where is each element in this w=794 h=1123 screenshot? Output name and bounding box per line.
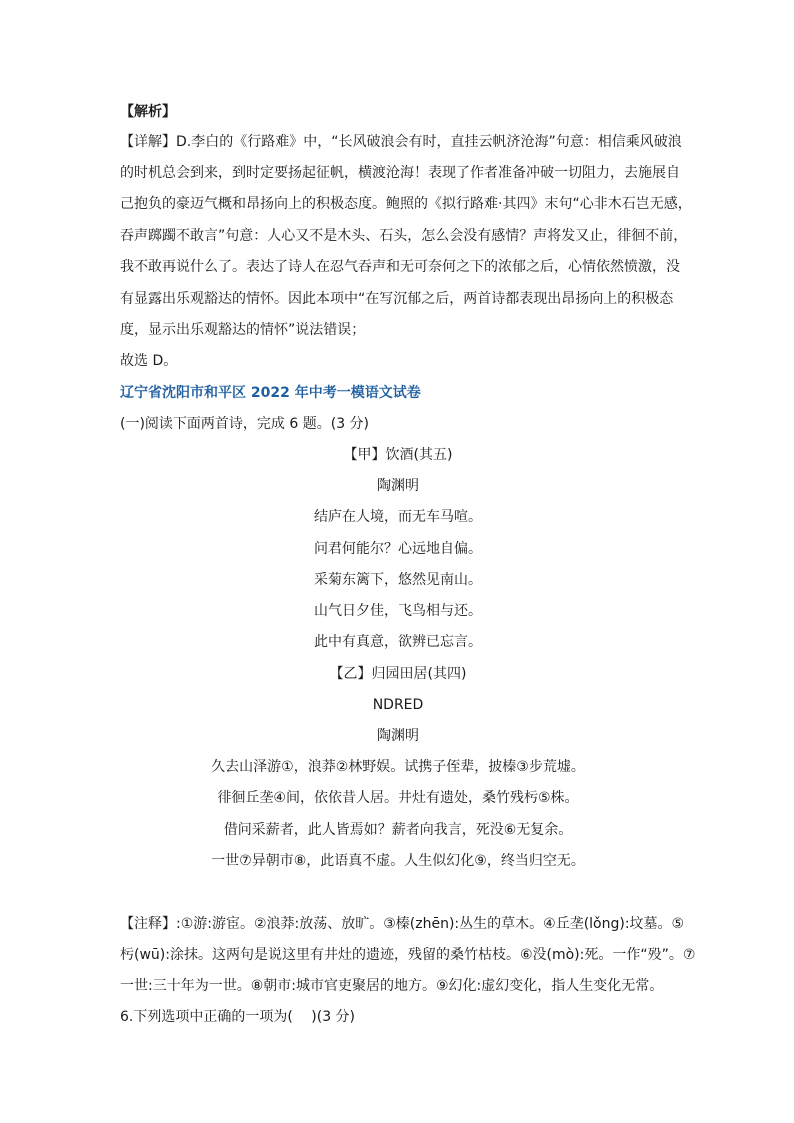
- poem1-title: 【甲】饮酒(其五): [343, 447, 453, 463]
- poem2-line: 借问采薪者，此人皆焉如？薪者向我言，死没⑥无复余。: [223, 822, 573, 838]
- poem2-line: 徘徊丘垄④间，依依昔人居。井灶有遗处，桑竹残杇⑤株。: [217, 790, 579, 806]
- poem1-line: 问君何能尔？心远地自偏。: [314, 541, 482, 557]
- poem2-line: 久去山泽游①，浪莽②林野娱。试携子侄辈，披榛③步荒墟。: [211, 759, 585, 775]
- exam-instruction: (一)阅读下面两首诗，完成 6 题。(3 分): [120, 416, 370, 432]
- poem1-line: 山气日夕佳，飞鸟相与还。: [314, 603, 482, 619]
- analysis-line: 有显露出乐观豁达的情怀。因此本项中“在写沉郁之后，两首诗都表现出昂扬向上的积极态: [120, 291, 674, 307]
- poem1-line: 采菊东篱下，悠然见南山。: [314, 572, 482, 588]
- analysis-line: 【详解】D.李白的《行路难》中，“长风破浪会有时，直挂云帆济沧海”句意：相信乘风破浪: [120, 134, 682, 150]
- analysis-heading: 【解析】: [120, 104, 176, 120]
- question-text: 6.下列选项中正确的一项为( )(3 分): [120, 1009, 356, 1025]
- notes-line: 【注释】:①游:游宦。②浪莽:放荡、放旷。③榛(zhēn):丛生的草木。④丘垄(lǒng):坟墓。⑤: [120, 916, 685, 932]
- notes-line: 一世:三十年为一世。⑧朝市:城市官吏聚居的地方。⑨幻化:虚幻变化，指人生变化无常。: [120, 978, 664, 994]
- analysis-line: 的时机总会到来，到时定要扬起征帆，横渡沧海！表现了作者准备冲破一切阻力，去施展自: [120, 165, 680, 181]
- poem1-line: 此中有真意，欲辨已忘言。: [314, 634, 482, 650]
- analysis-line: 己抱负的豪迈气概和昂扬向上的积极态度。鲍照的《拟行路难·其四》末句“心非木石岂无感，: [120, 196, 692, 212]
- analysis-line: 我不敢再说什么了。表达了诗人在忍气吞声和无可奈何之下的浓郁之后，心情依然愤激，没: [120, 259, 680, 275]
- exam-title: 辽宁省沈阳市和平区 2022 年中考一模语文试卷: [120, 385, 421, 401]
- poem2-author: 陶渊明: [377, 728, 419, 744]
- analysis-line: 吞声踯躅不敢言”句意：人心又不是木头、石头，怎么会没有感情？声将发又止，徘徊不前，: [120, 228, 688, 244]
- poem2-line: 一世⑦异朝市⑧，此语真不虚。人生似幻化⑨，终当归空无。: [211, 853, 585, 869]
- poem1-line: 结庐在人境，而无车马喧。: [314, 509, 482, 525]
- analysis-conclusion: 故选 D。: [120, 353, 178, 369]
- notes-line: 杇(wū):涂抹。这两句是说这里有井灶的遗迹，残留的桑竹枯枝。⑥没(mò):死。一作“殁”。⑦: [120, 947, 696, 963]
- poem2-title: 【乙】归园田居(其四): [329, 666, 467, 682]
- poem2-extra: NDRED: [372, 697, 424, 713]
- poem1-author: 陶渊明: [377, 478, 419, 494]
- analysis-line: 度，显示出乐观豁达的情怀”说法错误；: [120, 322, 366, 338]
